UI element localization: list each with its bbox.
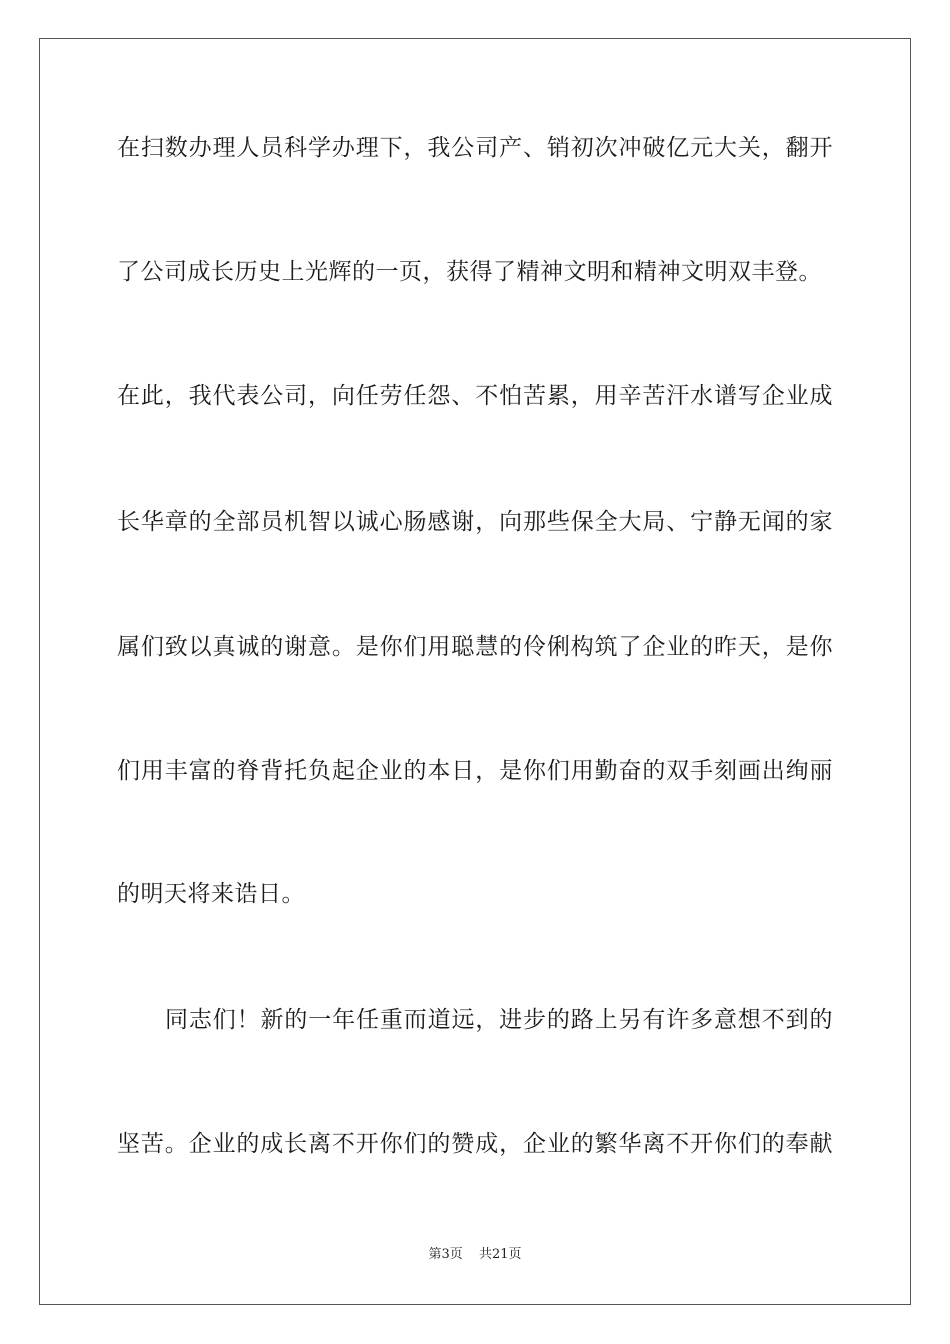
body-line-1: 在扫数办理人员科学办理下，我公司产、销初次冲破亿元大关，翻开	[117, 135, 833, 161]
page-total: 共21页	[478, 1247, 522, 1262]
page-footer	[0, 1246, 950, 1264]
page-border	[39, 38, 911, 1305]
body-line-2: 了公司成长历史上光辉的一页，获得了精神文明和精神文明双丰登。	[117, 259, 822, 285]
body-line-9: 坚苦。企业的成长离不开你们的赞成，企业的繁华离不开你们的奉献	[117, 1131, 833, 1157]
page-number: 第3页	[428, 1247, 463, 1262]
body-line-4: 长华章的全部员机智以诚心肠感谢，向那些保全大局、宁静无闻的家	[117, 509, 833, 535]
paragraph-indent-line: 同志们！新的一年任重而道远，进步的路上另有许多意想不到的	[165, 1007, 833, 1033]
body-line-5: 属们致以真诚的谢意。是你们用聪慧的伶俐构筑了企业的昨天，是你	[117, 634, 833, 660]
body-line-7: 的明天将来诰日。	[117, 881, 305, 907]
body-line-6: 们用丰富的脊背托负起企业的本日，是你们用勤奋的双手刻画出绚丽	[117, 758, 833, 784]
body-line-3: 在此，我代表公司，向任劳任怨、不怕苦累，用辛苦汗水谱写企业成	[117, 383, 833, 409]
